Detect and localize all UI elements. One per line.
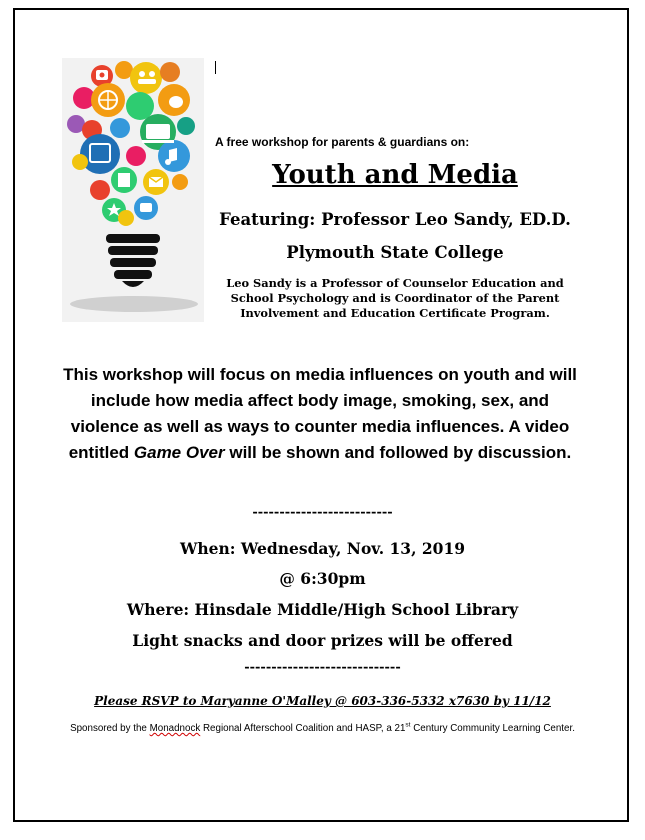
- lightbulb-icon: [62, 58, 204, 322]
- event-location: Where: Hinsdale Middle/High School Library: [126, 600, 519, 619]
- event-time: @ 6:30pm: [279, 569, 366, 588]
- lightbulb-illustration: [62, 58, 204, 322]
- description-text: This workshop will focus on media influences on youth and will include how media affect body image, smoking, sex, and violence as well as ways to counter media influences. A video entitled: [63, 365, 577, 462]
- workshop-description: [60, 362, 580, 466]
- sponsor-note: [70, 721, 575, 737]
- speaker-bio: Leo Sandy is a Professor of Counselor Education and School Psychology and is Coordinator of the Parent Involvement and Education Certificate Program.: [226, 276, 564, 320]
- text-cursor: [215, 61, 216, 74]
- sponsor-text: Regional Afterschool Coalition and HASP, a 21: [200, 723, 406, 734]
- video-title: Game Over: [133, 443, 225, 462]
- page-title: Youth and Media: [272, 160, 518, 190]
- divider: -----------------------------: [244, 660, 401, 675]
- rsvp-line: Please RSVP to Maryanne O'Malley @ 603-336-5332 x7630 by 11/12: [94, 694, 551, 708]
- featuring-speaker: Featuring: Professor Leo Sandy, ED.D.: [219, 210, 571, 229]
- intro-text: A free workshop for parents & guardians on:: [215, 135, 470, 149]
- sponsor-text: Century Community Learning Center.: [410, 723, 575, 734]
- event-date: When: Wednesday, Nov. 13, 2019: [179, 539, 466, 558]
- divider: --------------------------: [252, 505, 393, 520]
- ordinal-suffix: st: [405, 721, 411, 729]
- description-text-end: will be shown and followed by discussion.: [224, 443, 572, 462]
- sponsor-org: Monadnock: [149, 723, 201, 734]
- college-name: Plymouth State College: [286, 243, 504, 262]
- sponsor-text: Sponsored by the: [70, 723, 150, 734]
- event-extras: Light snacks and door prizes will be offered: [132, 631, 513, 650]
